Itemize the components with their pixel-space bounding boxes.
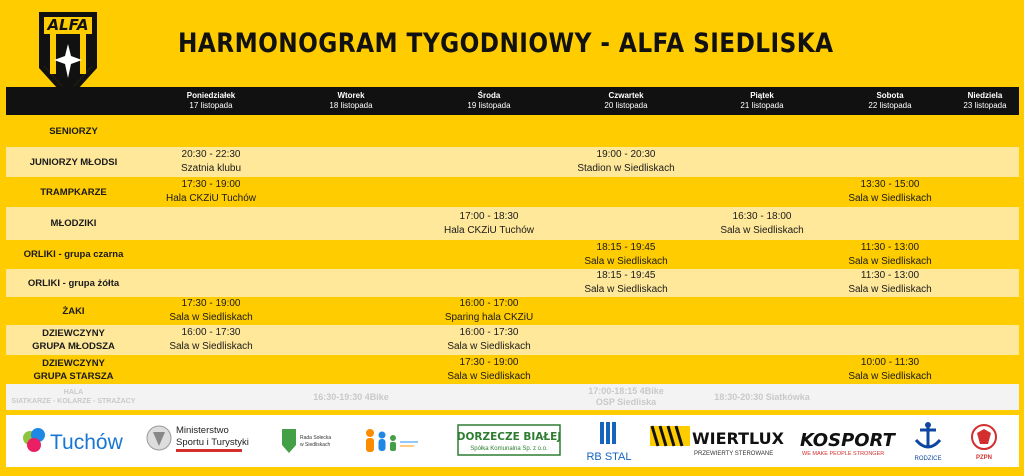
group-label bbox=[6, 355, 141, 384]
session-place: Stadion w Siedliskach bbox=[577, 163, 675, 174]
session-cell bbox=[141, 240, 281, 269]
session-time: 10:00 - 11:30 bbox=[860, 356, 920, 368]
corner-cell bbox=[6, 87, 141, 115]
session-cell bbox=[951, 207, 1019, 240]
ministerstwo-line2: Sportu i Turystyki bbox=[176, 437, 249, 448]
session-time: 16:30 - 18:00 bbox=[732, 210, 792, 222]
session-cell bbox=[281, 297, 421, 325]
session-cell bbox=[281, 384, 421, 410]
session-time: 18:15 - 19:45 bbox=[596, 241, 656, 253]
session-cell bbox=[421, 355, 557, 384]
rada-line2: w Siedliskach bbox=[300, 442, 331, 448]
group-label bbox=[6, 240, 141, 269]
tuchow-logo bbox=[20, 425, 132, 457]
day-header: Środa 19 listopada bbox=[421, 87, 557, 115]
session-cell bbox=[557, 115, 695, 147]
group-label-line: DZIEWCZYNY bbox=[42, 328, 105, 339]
day-header: Piątek 21 listopada bbox=[695, 87, 829, 115]
session-cell bbox=[951, 325, 1019, 355]
rada-solecka-logo bbox=[280, 427, 340, 457]
ministerstwo-logo bbox=[144, 418, 256, 464]
schedule-row bbox=[6, 325, 1019, 355]
session-place: Sala w Siedliskach bbox=[584, 284, 668, 295]
session-cell bbox=[951, 384, 1019, 410]
session-cell bbox=[695, 147, 829, 177]
session-cell bbox=[421, 384, 557, 410]
group-label-line: HALA bbox=[63, 389, 84, 396]
session-cell bbox=[281, 207, 421, 240]
session-place: OSP Siedliska bbox=[595, 397, 657, 407]
dorzecze-bialej-logo bbox=[458, 425, 560, 455]
session-cell bbox=[281, 177, 421, 207]
session-cell bbox=[829, 115, 951, 147]
kosport-sub: WE MAKE PEOPLE STRONGER bbox=[802, 451, 885, 457]
session-time: 17:30 - 19:00 bbox=[459, 356, 519, 368]
session-place: Sparing hala CKZiU bbox=[444, 312, 534, 323]
schedule-row bbox=[6, 207, 1019, 240]
schedule-row bbox=[6, 177, 1019, 207]
session-cell bbox=[557, 269, 695, 297]
day-header: Wtorek 18 listopada bbox=[281, 87, 421, 115]
group-label-text: ORLIKI - grupa żółta bbox=[27, 277, 120, 289]
group-label-text: TRAMPKARZE bbox=[40, 186, 107, 198]
schedule-table bbox=[6, 87, 1019, 410]
session-cell bbox=[695, 325, 829, 355]
session-cell bbox=[695, 384, 829, 410]
kosport-text: KOSPORT bbox=[800, 430, 895, 451]
session-cell bbox=[951, 297, 1019, 325]
schedule-row bbox=[6, 147, 1019, 177]
group-label-text: JUNIORZY MŁODSI bbox=[29, 156, 118, 168]
session-time: 20:30 - 22:30 bbox=[181, 149, 241, 160]
rodzice-text: RODZICE bbox=[914, 456, 942, 462]
group-label bbox=[6, 115, 141, 147]
session-time: 11:30 - 13:00 bbox=[860, 270, 920, 281]
session-time: 17:00 - 18:30 bbox=[459, 210, 519, 222]
header-row bbox=[6, 87, 1019, 115]
wiertlux-logo bbox=[650, 424, 784, 458]
dorzecze-line1: DORZECZE BIAŁEJ bbox=[456, 431, 562, 443]
session-place: Sala w Siedliskach bbox=[584, 255, 668, 267]
session-time: 16:30-19:30 4Bike bbox=[313, 391, 389, 402]
session-cell bbox=[951, 115, 1019, 147]
session-cell bbox=[695, 269, 829, 297]
session-place: Sala w Siedliskach bbox=[848, 370, 932, 382]
session-cell bbox=[421, 269, 557, 297]
session-cell bbox=[421, 177, 557, 207]
session-cell bbox=[695, 240, 829, 269]
session-cell bbox=[695, 115, 829, 147]
group-label-line: GRUPA MŁODSZA bbox=[32, 341, 115, 352]
session-cell bbox=[695, 297, 829, 325]
session-cell bbox=[141, 297, 281, 325]
session-time: 17:30 - 19:00 bbox=[181, 298, 241, 309]
session-cell bbox=[557, 297, 695, 325]
ministerstwo-line1: Ministerstwo bbox=[176, 425, 229, 436]
schedule-row bbox=[6, 355, 1019, 384]
session-cell bbox=[421, 240, 557, 269]
session-cell bbox=[557, 177, 695, 207]
session-place: Sala w Siedliskach bbox=[169, 312, 253, 323]
session-cell bbox=[829, 147, 951, 177]
session-cell bbox=[141, 177, 281, 207]
session-cell bbox=[695, 207, 829, 240]
family-icon bbox=[360, 427, 420, 455]
session-time: 18:30-20:30 Siatkówka bbox=[714, 391, 810, 402]
session-cell bbox=[951, 355, 1019, 384]
session-cell bbox=[829, 297, 951, 325]
session-place: Sala w Siedliskach bbox=[848, 284, 932, 295]
session-cell bbox=[557, 240, 695, 269]
group-label bbox=[6, 177, 141, 207]
session-cell bbox=[421, 325, 557, 355]
session-cell bbox=[829, 269, 951, 297]
day-header: Czwartek 20 listopada bbox=[557, 87, 695, 115]
session-cell bbox=[951, 147, 1019, 177]
group-label bbox=[6, 207, 141, 240]
group-label-text: MŁODZIKI bbox=[50, 218, 97, 229]
session-cell bbox=[141, 384, 281, 410]
rada-line1: Rada Sołecka bbox=[300, 435, 332, 441]
day-header: Niedziela 23 listopada bbox=[951, 87, 1019, 115]
session-cell bbox=[557, 147, 695, 177]
session-place: Sala w Siedliskach bbox=[720, 224, 804, 236]
session-cell bbox=[421, 207, 557, 240]
session-time: 11:30 - 13:00 bbox=[860, 241, 920, 253]
session-place: Sala w Siedliskach bbox=[848, 193, 932, 204]
logo-text: ALFA bbox=[47, 16, 89, 34]
session-cell bbox=[141, 325, 281, 355]
session-place: Hala CKZiU Tuchów bbox=[165, 193, 257, 204]
wiertlux-sub: PRZEWIERTY STEROWANE bbox=[694, 451, 774, 457]
pzpn-text: PZPN bbox=[975, 455, 993, 461]
session-time: 16:00 - 17:30 bbox=[459, 327, 519, 338]
session-place: Sala w Siedliskach bbox=[169, 341, 253, 352]
session-cell bbox=[141, 355, 281, 384]
group-label-line: SIATKARZE - KOLARZE - STRAŻACY bbox=[11, 398, 136, 405]
session-cell bbox=[557, 355, 695, 384]
session-cell bbox=[421, 147, 557, 177]
session-cell bbox=[281, 269, 421, 297]
session-place: Hala CKZiU Tuchów bbox=[443, 224, 535, 236]
schedule-row bbox=[6, 240, 1019, 269]
schedule-row bbox=[6, 297, 1019, 325]
group-label bbox=[6, 147, 141, 177]
session-cell bbox=[829, 325, 951, 355]
group-label-text: ORLIKI - grupa czarna bbox=[23, 249, 124, 260]
sponsors-bar bbox=[6, 415, 1019, 467]
session-cell bbox=[557, 384, 695, 410]
session-place: Sala w Siedliskach bbox=[447, 341, 531, 352]
session-place: Szatnia klubu bbox=[180, 163, 242, 174]
session-cell bbox=[695, 355, 829, 384]
session-cell bbox=[141, 115, 281, 147]
kosport-logo bbox=[798, 425, 896, 457]
schedule-row bbox=[6, 115, 1019, 147]
day-header: Sobota 22 listopada bbox=[829, 87, 951, 115]
session-cell bbox=[829, 177, 951, 207]
session-cell bbox=[281, 147, 421, 177]
session-cell bbox=[141, 147, 281, 177]
dorzecze-line2: Spółka Komunalna Sp. z o.o. bbox=[470, 446, 548, 452]
session-cell bbox=[141, 269, 281, 297]
session-cell bbox=[421, 115, 557, 147]
group-label bbox=[6, 384, 141, 410]
session-cell bbox=[281, 240, 421, 269]
session-cell bbox=[421, 297, 557, 325]
session-cell bbox=[829, 384, 951, 410]
group-label-text: SENIORZY bbox=[49, 125, 98, 137]
session-time: 16:00 - 17:30 bbox=[181, 327, 241, 338]
session-cell bbox=[829, 240, 951, 269]
session-cell bbox=[829, 355, 951, 384]
schedule-row bbox=[6, 269, 1019, 297]
session-cell bbox=[951, 269, 1019, 297]
day-header: Poniedziałek 17 listopada bbox=[141, 87, 281, 115]
session-cell bbox=[829, 207, 951, 240]
session-place: Sala w Siedliskach bbox=[447, 370, 531, 382]
session-time: 19:00 - 20:30 bbox=[596, 149, 656, 160]
pzpn-logo bbox=[964, 422, 1004, 462]
wiertlux-text: WIERTLUX bbox=[692, 429, 784, 448]
hala-row bbox=[6, 384, 1019, 410]
page-title: HARMONOGRAM TYGODNIOWY - ALFA SIEDLISKA bbox=[178, 28, 834, 59]
session-time: 17:30 - 19:00 bbox=[181, 179, 241, 190]
session-time: 18:15 - 19:45 bbox=[596, 270, 656, 281]
session-cell bbox=[281, 325, 421, 355]
session-place: Sala w Siedliskach bbox=[848, 255, 932, 267]
session-time: 16:00 - 17:00 bbox=[459, 298, 519, 309]
group-label-text: ŻAKI bbox=[62, 305, 85, 317]
session-cell bbox=[281, 355, 421, 384]
group-label bbox=[6, 269, 141, 297]
session-cell bbox=[951, 240, 1019, 269]
rb-stal-logo bbox=[584, 418, 634, 464]
group-label bbox=[6, 297, 141, 325]
session-cell bbox=[951, 177, 1019, 207]
session-cell bbox=[557, 325, 695, 355]
group-label bbox=[6, 325, 141, 355]
tuchow-text: Tuchów bbox=[50, 431, 123, 454]
session-cell bbox=[281, 115, 421, 147]
group-label-line: DZIEWCZYNY bbox=[42, 357, 105, 369]
session-cell bbox=[141, 207, 281, 240]
session-cell bbox=[557, 207, 695, 240]
session-time: 17:00-18:15 4Bike bbox=[588, 386, 664, 396]
group-label-line: GRUPA STARSZA bbox=[33, 370, 114, 382]
rodzice-logo bbox=[910, 420, 946, 464]
rb-stal-text: RB STAL bbox=[586, 451, 632, 463]
session-cell bbox=[695, 177, 829, 207]
session-time: 13:30 - 15:00 bbox=[860, 179, 920, 190]
